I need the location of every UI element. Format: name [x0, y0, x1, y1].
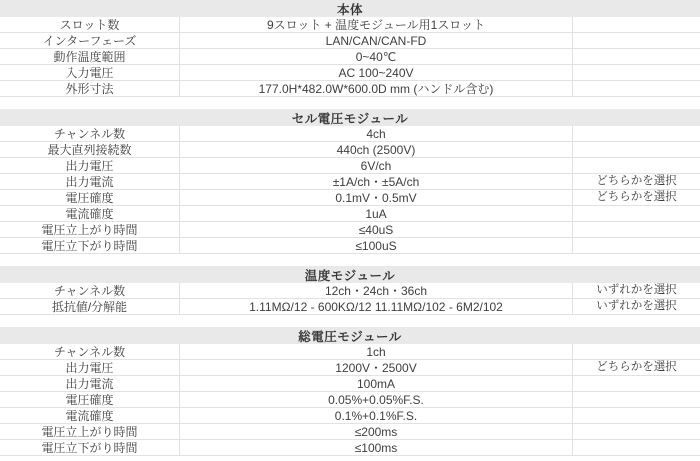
- row-label: 最大直列接続数: [0, 142, 180, 157]
- table-row: [0, 33, 700, 49]
- row-value: 0.1mV・0.5mV: [180, 190, 573, 205]
- table-row: [0, 408, 700, 424]
- row-label: インターフェーズ: [0, 33, 180, 48]
- table-row: [0, 126, 700, 142]
- row-value: 4ch: [180, 126, 573, 141]
- table-row: [0, 49, 700, 65]
- table-row: [0, 158, 700, 174]
- table-row: [0, 17, 700, 33]
- row-label: 電圧立上がり時間: [0, 424, 180, 439]
- row-value: 1200V・2500V: [180, 360, 573, 375]
- row-label: 電圧確度: [0, 392, 180, 407]
- row-label: 出力電流: [0, 376, 180, 391]
- table-row: [0, 283, 700, 299]
- row-value: 12ch・24ch・36ch: [180, 283, 573, 298]
- row-value: 177.0H*482.0W*600.0D mm (ハンドル含む): [180, 81, 573, 96]
- table-row: [0, 392, 700, 408]
- row-value: ≤100ms: [180, 440, 573, 455]
- row-note: [573, 65, 700, 80]
- row-note: いずれかを選択: [596, 283, 677, 296]
- table-row: [0, 65, 700, 81]
- table-row: [0, 174, 700, 190]
- row-value: 1.11MΩ/12 - 600KΩ/12 11.11MΩ/102 - 6M2/102: [180, 299, 573, 314]
- section-title: 総電圧モジュール: [0, 327, 700, 344]
- row-note: [573, 206, 700, 221]
- table-row: [0, 142, 700, 158]
- row-value: ≤40uS: [180, 222, 573, 237]
- row-label: 電圧立下がり時間: [0, 238, 180, 253]
- row-label: 入力電圧: [0, 65, 180, 80]
- spec-section-1: [0, 109, 700, 254]
- row-note: いずれかを選択: [596, 299, 677, 312]
- row-note: [573, 49, 700, 64]
- table-row: [0, 376, 700, 392]
- table-row: [0, 440, 700, 456]
- row-note: [573, 424, 700, 439]
- row-note: [573, 376, 700, 391]
- row-value: AC 100~240V: [180, 65, 573, 80]
- row-label: 外形寸法: [0, 81, 180, 96]
- row-label: スロット数: [0, 17, 180, 32]
- row-label: 動作温度範囲: [0, 49, 180, 64]
- row-note: [573, 408, 700, 423]
- row-label: 抵抗値/分解能: [0, 299, 180, 314]
- row-label: 出力電圧: [0, 158, 180, 173]
- row-value: 0.05%+0.05%F.S.: [180, 392, 573, 407]
- table-row: [0, 344, 700, 360]
- row-label: 出力電流: [0, 174, 180, 189]
- row-value: 0~40℃: [180, 49, 573, 64]
- table-row: [0, 81, 700, 97]
- row-note: [573, 142, 700, 157]
- row-note: [573, 222, 700, 237]
- row-label: 電圧立下がり時間: [0, 440, 180, 455]
- spec-section-3: [0, 327, 700, 456]
- row-label: 出力電圧: [0, 360, 180, 375]
- row-label: チャンネル数: [0, 126, 180, 141]
- row-value: ±1A/ch・±5A/ch: [180, 174, 573, 189]
- row-value: 6V/ch: [180, 158, 573, 173]
- row-note: [573, 17, 700, 32]
- row-value: 100mA: [180, 376, 573, 391]
- section-title: セル電圧モジュール: [0, 109, 700, 126]
- row-note: [573, 344, 700, 359]
- row-value: ≤200ms: [180, 424, 573, 439]
- spec-section-2: [0, 266, 700, 315]
- row-label: 電流確度: [0, 206, 180, 221]
- row-note: [573, 392, 700, 407]
- table-row: [0, 238, 700, 254]
- row-note: どちらかを選択: [596, 360, 677, 373]
- table-row: [0, 222, 700, 238]
- row-note: [573, 158, 700, 173]
- section-title: 本体: [0, 0, 700, 17]
- table-row: [0, 190, 700, 206]
- row-value: 0.1%+0.1%F.S.: [180, 408, 573, 423]
- row-note: [573, 33, 700, 48]
- row-value: 9スロット + 温度モジュール用1スロット: [180, 17, 573, 32]
- row-value: 1ch: [180, 344, 573, 359]
- section-title: 温度モジュール: [0, 266, 700, 283]
- spec-section-0: [0, 0, 700, 97]
- table-row: [0, 299, 700, 315]
- row-label: チャンネル数: [0, 344, 180, 359]
- row-label: チャンネル数: [0, 283, 180, 298]
- row-note: [573, 238, 700, 253]
- table-row: [0, 206, 700, 222]
- row-note: [573, 81, 700, 96]
- row-value: 1uA: [180, 206, 573, 221]
- row-note: どちらかを選択: [596, 174, 677, 187]
- row-label: 電圧立上がり時間: [0, 222, 180, 237]
- table-row: [0, 360, 700, 376]
- row-value: ≤100uS: [180, 238, 573, 253]
- row-note: どちらかを選択: [596, 190, 677, 203]
- row-label: 電流確度: [0, 408, 180, 423]
- row-label: 電圧確度: [0, 190, 180, 205]
- table-row: [0, 424, 700, 440]
- row-value: 440ch (2500V): [180, 142, 573, 157]
- row-note: [573, 440, 700, 455]
- row-note: [573, 126, 700, 141]
- row-value: LAN/CAN/CAN-FD: [180, 33, 573, 48]
